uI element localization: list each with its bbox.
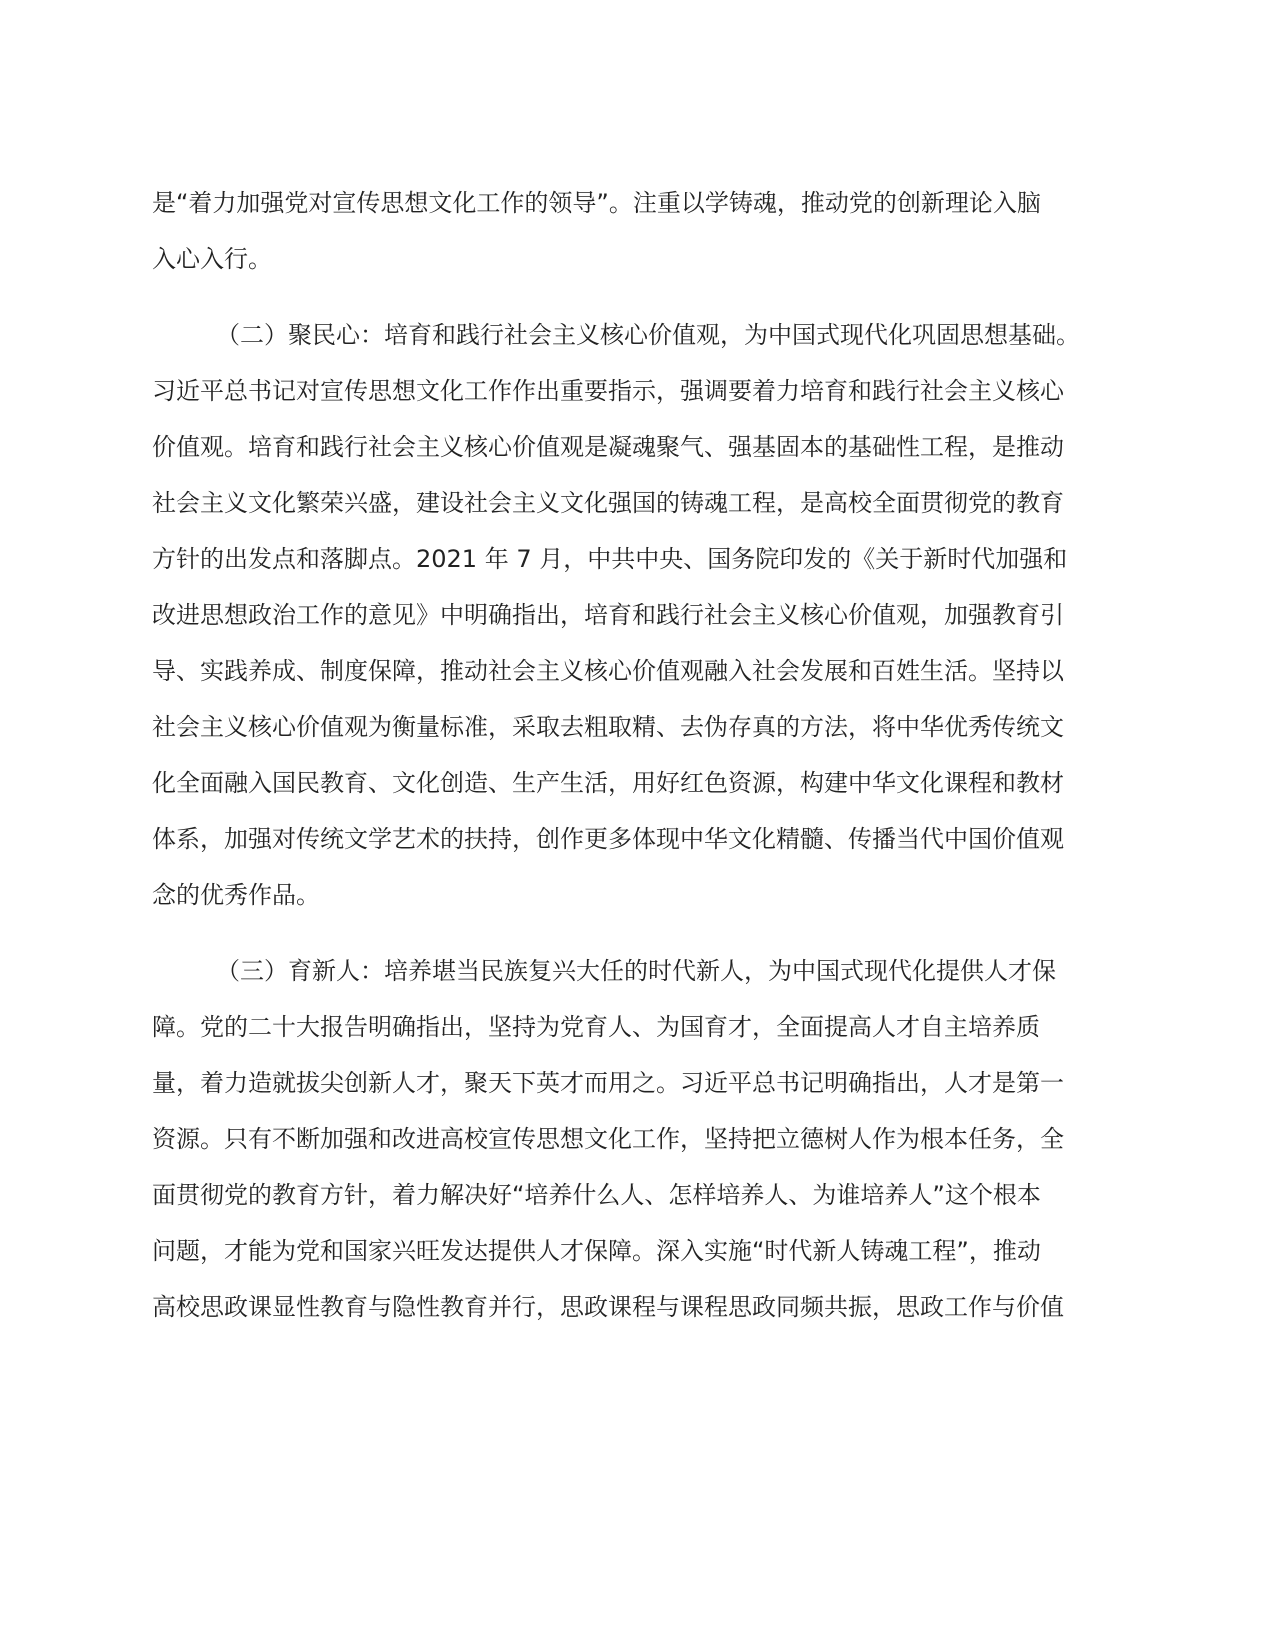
paragraph-line: 体系，加强对传统文学艺术的扶持，创作更多体现中华文化精髓、传播当代中国价值观 — [152, 825, 1064, 853]
section-heading-line: （二）聚民心：培育和践行社会主义核心价值观，为中国式现代化巩固思想基础。 — [216, 321, 1080, 349]
paragraph-line: 问题，才能为党和国家兴旺发达提供人才保障。深入实施“时代新人铸魂工程”，推动 — [152, 1237, 1041, 1265]
paragraph-line: 高校思政课显性教育与隐性教育并行，思政课程与课程思政同频共振，思政工作与价值 — [152, 1293, 1064, 1321]
paragraph-line: 念的优秀作品。 — [152, 881, 320, 909]
paragraph-line: 改进思想政治工作的意见》中明确指出，培育和践行社会主义核心价值观，加强教育引 — [152, 601, 1064, 629]
paragraph-line: 资源。只有不断加强和改进高校宣传思想文化工作，坚持把立德树人作为根本任务，全 — [152, 1125, 1064, 1153]
paragraph-line: 方针的出发点和落脚点。2021 年 7 月，中共中央、国务院印发的《关于新时代加强和 — [152, 545, 1068, 573]
paragraph-line: 价值观。培育和践行社会主义核心价值观是凝魂聚气、强基固本的基础性工程，是推动 — [152, 433, 1064, 461]
paragraph-line: 习近平总书记对宣传思想文化工作作出重要指示，强调要着力培育和践行社会主义核心 — [152, 377, 1064, 405]
paragraph-line: 障。党的二十大报告明确指出，坚持为党育人、为国育才，全面提高人才自主培养质 — [152, 1013, 1040, 1041]
paragraph-line: 社会主义文化繁荣兴盛，建设社会主义文化强国的铸魂工程，是高校全面贯彻党的教育 — [152, 489, 1064, 517]
paragraph-line: 入心入行。 — [152, 245, 272, 273]
paragraph-line: 面贯彻党的教育方针，着力解决好“培养什么人、怎样培养人、为谁培养人”这个根本 — [152, 1181, 1041, 1209]
paragraph-line: 导、实践养成、制度保障，推动社会主义核心价值观融入社会发展和百姓生活。坚持以 — [152, 657, 1064, 685]
section-heading-line: （三）育新人：培养堪当民族复兴大任的时代新人，为中国式现代化提供人才保 — [216, 957, 1056, 985]
paragraph-line: 是“着力加强党对宣传思想文化工作的领导”。注重以学铸魂，推动党的创新理论入脑 — [152, 189, 1041, 217]
paragraph-line: 社会主义核心价值观为衡量标准，采取去粗取精、去伪存真的方法，将中华优秀传统文 — [152, 713, 1064, 741]
paragraph-line: 量，着力造就拔尖创新人才，聚天下英才而用之。习近平总书记明确指出，人才是第一 — [152, 1069, 1064, 1097]
paragraph-line: 化全面融入国民教育、文化创造、生产生活，用好红色资源，构建中华文化课程和教材 — [152, 769, 1064, 797]
